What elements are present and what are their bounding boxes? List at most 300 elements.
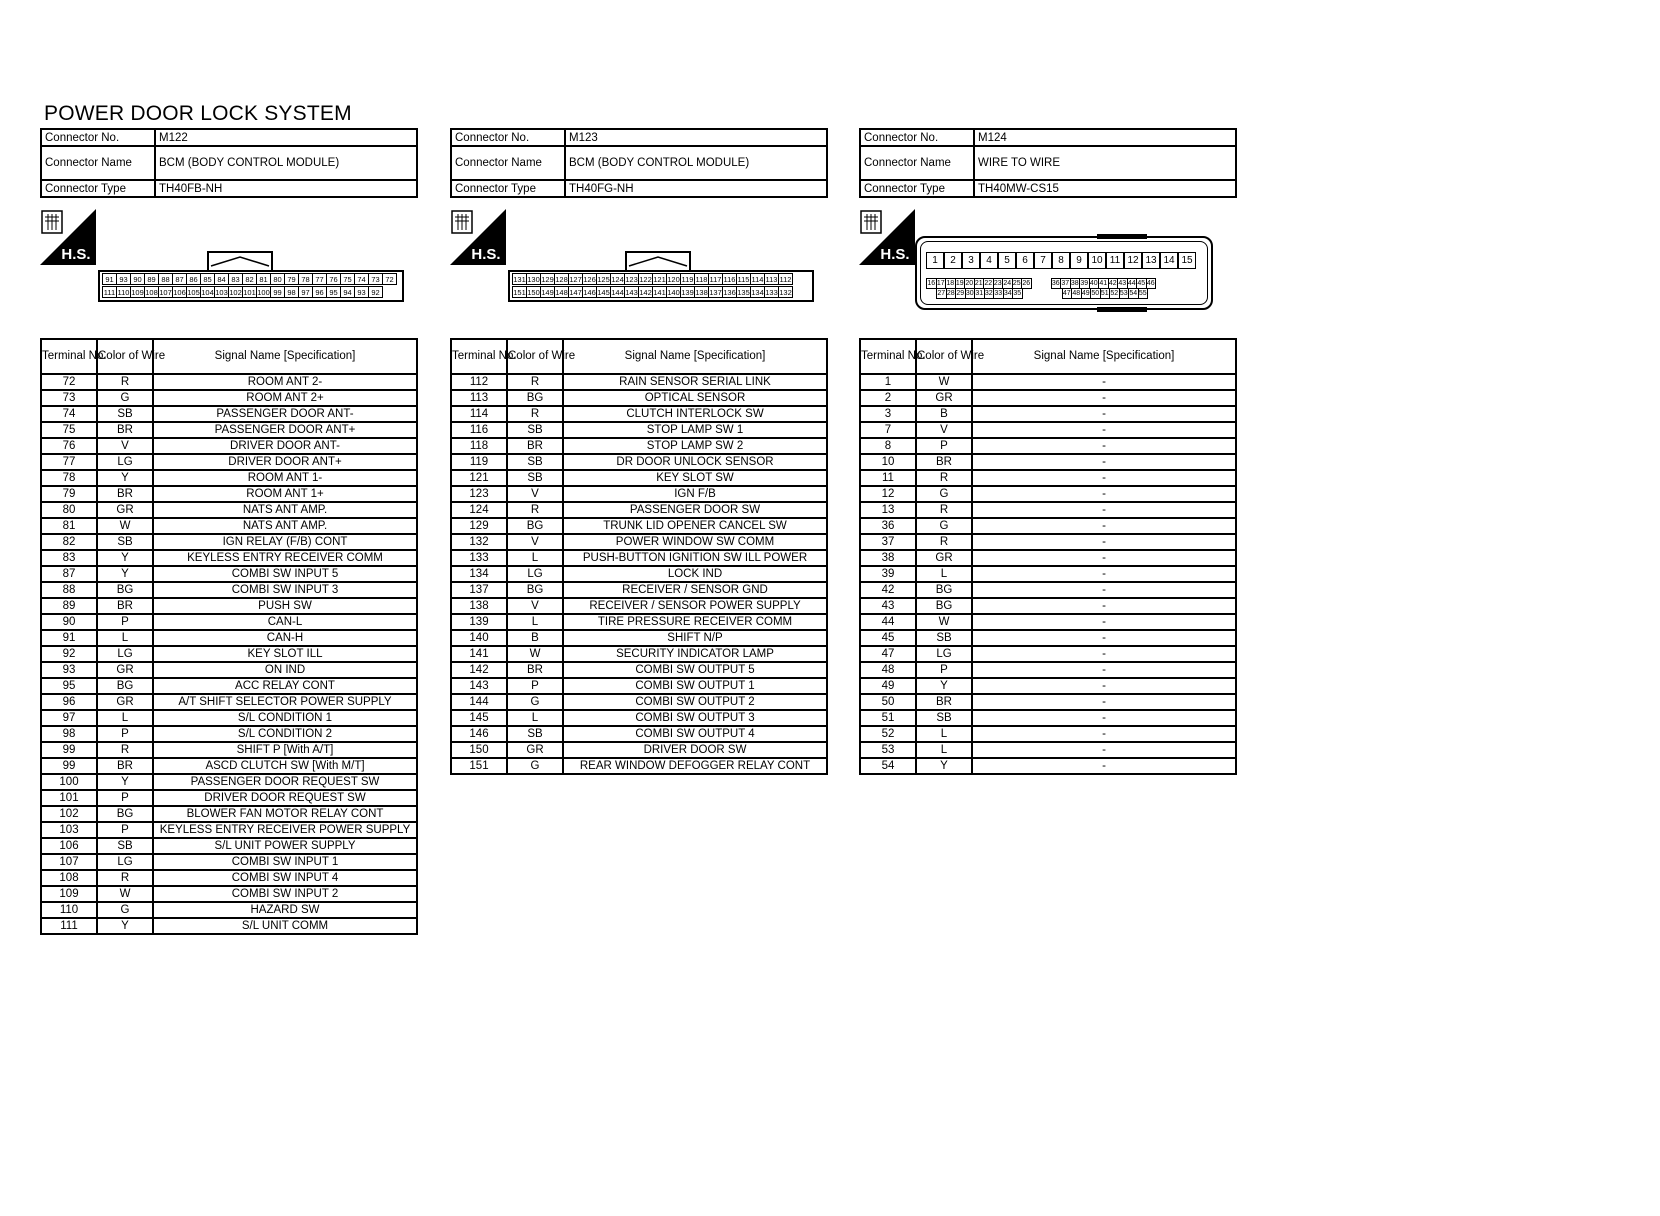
connector-pin: 126: [583, 275, 596, 284]
connector-pin: 115: [737, 275, 750, 284]
table-row: [41, 406, 417, 422]
connector-pin: 9: [1070, 252, 1088, 269]
connector-info-table: [450, 128, 828, 198]
color-cell: V: [97, 438, 153, 454]
connector-pin: 13: [1142, 252, 1160, 269]
terminal-cell: 12: [860, 486, 916, 502]
connector-pin: 94: [340, 286, 355, 298]
terminal-cell: 76: [41, 438, 97, 454]
table-row: [451, 422, 827, 438]
connector-pin: 24: [1003, 280, 1012, 287]
connector-pin: 88: [158, 273, 173, 285]
color-cell: BR: [507, 662, 563, 678]
color-cell: V: [916, 422, 972, 438]
connector-pin: 99: [270, 286, 285, 298]
signal-cell: -: [972, 630, 1236, 646]
connector-pin: 52: [1110, 290, 1119, 297]
terminal-cell: 79: [41, 486, 97, 502]
signal-cell: ROOM ANT 2+: [153, 390, 417, 406]
connector-pin: 55: [1138, 290, 1147, 297]
signal-cell: -: [972, 758, 1236, 774]
connector-type-label: Connector Type: [41, 180, 155, 197]
signal-cell: S/L CONDITION 1: [153, 710, 417, 726]
signal-cell: -: [972, 454, 1236, 470]
connector-pin: 145: [597, 288, 610, 297]
signal-cell: -: [972, 598, 1236, 614]
terminal-cell: 98: [41, 726, 97, 742]
table-row: [860, 726, 1236, 742]
connector-pin: 32: [984, 290, 993, 297]
connector-pin: 7: [1034, 252, 1052, 269]
signal-cell: OPTICAL SENSOR: [563, 390, 827, 406]
color-cell: BG: [507, 582, 563, 598]
color-cell: L: [507, 614, 563, 630]
table-row: [41, 678, 417, 694]
terminal-cell: 43: [860, 598, 916, 614]
table-row: [860, 662, 1236, 678]
color-cell: R: [916, 534, 972, 550]
table-row: [41, 790, 417, 806]
terminal-cell: 114: [451, 406, 507, 422]
terminal-header: Terminal No.: [41, 339, 97, 374]
terminal-cell: 110: [41, 902, 97, 918]
terminal-cell: 13: [860, 502, 916, 518]
signal-cell: COMBI SW INPUT 3: [153, 582, 417, 598]
table-row: [860, 710, 1236, 726]
connector-pin: 119: [681, 275, 694, 284]
hs-icon: [40, 209, 96, 265]
connector-pin: 144: [611, 288, 624, 297]
terminal-cell: 87: [41, 566, 97, 582]
signal-cell: -: [972, 502, 1236, 518]
connector-pin: 143: [625, 288, 638, 297]
color-cell: BG: [916, 582, 972, 598]
connector-pin: 139: [681, 288, 694, 297]
terminal-table: [450, 338, 828, 775]
table-row: [41, 726, 417, 742]
table-row: [41, 646, 417, 662]
signal-cell: RECEIVER / SENSOR GND: [563, 582, 827, 598]
connector-pin: 27: [937, 290, 946, 297]
table-row: [860, 550, 1236, 566]
pin-row-low-left: [936, 288, 1022, 299]
color-cell: L: [97, 710, 153, 726]
signal-cell: -: [972, 582, 1236, 598]
color-cell: SB: [507, 726, 563, 742]
connector-name-label: Connector Name: [451, 146, 565, 180]
table-row: [41, 390, 417, 406]
terminal-cell: 102: [41, 806, 97, 822]
connector-pin: 150: [527, 288, 540, 297]
color-cell: LG: [97, 854, 153, 870]
signal-cell: -: [972, 422, 1236, 438]
signal-cell: -: [972, 438, 1236, 454]
table-row: [41, 374, 417, 390]
table-row: [41, 550, 417, 566]
connector-pin: 50: [1091, 290, 1100, 297]
color-cell: V: [507, 486, 563, 502]
table-row: [451, 694, 827, 710]
signal-cell: DR DOOR UNLOCK SENSOR: [563, 454, 827, 470]
signal-cell: PASSENGER DOOR ANT-: [153, 406, 417, 422]
signal-cell: -: [972, 406, 1236, 422]
signal-cell: -: [972, 726, 1236, 742]
signal-cell: COMBI SW OUTPUT 5: [563, 662, 827, 678]
connector-name-value: WIRE TO WIRE: [974, 146, 1236, 180]
signal-cell: POWER WINDOW SW COMM: [563, 534, 827, 550]
table-row: [860, 486, 1236, 502]
connector-pin: 116: [723, 275, 736, 284]
connector-pin: 140: [667, 288, 680, 297]
connector-pin: 37: [1061, 280, 1070, 287]
table-row: [860, 566, 1236, 582]
connector-face: [915, 236, 1213, 310]
hs-label: H.S.: [880, 246, 910, 263]
connector-face: [98, 270, 404, 302]
table-row: [860, 502, 1236, 518]
color-cell: R: [97, 374, 153, 390]
signal-cell: -: [972, 662, 1236, 678]
color-cell: GR: [507, 742, 563, 758]
terminal-cell: 108: [41, 870, 97, 886]
terminal-cell: 143: [451, 678, 507, 694]
terminal-cell: 91: [41, 630, 97, 646]
color-cell: SB: [507, 470, 563, 486]
hs-label: H.S.: [61, 246, 91, 263]
hs-icon: [450, 209, 506, 265]
connector-pin: 118: [695, 275, 708, 284]
terminal-cell: 39: [860, 566, 916, 582]
signal-cell: COMBI SW INPUT 5: [153, 566, 417, 582]
terminal-cell: 116: [451, 422, 507, 438]
connector-pin: 40: [1089, 280, 1098, 287]
terminal-cell: 151: [451, 758, 507, 774]
signal-cell: -: [972, 614, 1236, 630]
connector-pin: 121: [653, 275, 666, 284]
color-cell: Y: [97, 774, 153, 790]
color-cell: W: [916, 614, 972, 630]
terminal-cell: 82: [41, 534, 97, 550]
table-row: [41, 454, 417, 470]
connector-pin: 79: [284, 273, 299, 285]
terminal-cell: 53: [860, 742, 916, 758]
terminal-cell: 134: [451, 566, 507, 582]
terminal-header: Terminal No.: [451, 339, 507, 374]
connector-pin: 113: [765, 275, 778, 284]
connector-pin: 124: [611, 275, 624, 284]
signal-cell: SHIFT P [With A/T]: [153, 742, 417, 758]
terminal-cell: 52: [860, 726, 916, 742]
signal-cell: S/L UNIT POWER SUPPLY: [153, 838, 417, 854]
terminal-cell: 138: [451, 598, 507, 614]
terminal-cell: 97: [41, 710, 97, 726]
terminal-cell: 1: [860, 374, 916, 390]
terminal-cell: 49: [860, 678, 916, 694]
connector-pin: 72: [382, 273, 397, 285]
signal-cell: NATS ANT AMP.: [153, 502, 417, 518]
connector-pin: 45: [1137, 280, 1146, 287]
signal-header: Signal Name [Specification]: [153, 339, 417, 374]
terminal-cell: 106: [41, 838, 97, 854]
color-cell: G: [97, 390, 153, 406]
connector-pin: 93: [354, 286, 369, 298]
signal-cell: ACC RELAY CONT: [153, 678, 417, 694]
terminal-cell: 137: [451, 582, 507, 598]
connector-pin: 26: [1022, 280, 1031, 287]
pin-rows-lower: [926, 278, 1155, 299]
connector-type-label: Connector Type: [860, 180, 974, 197]
connector-face: [508, 270, 814, 302]
signal-cell: PUSH-BUTTON IGNITION SW ILL POWER: [563, 550, 827, 566]
connector-pin: 117: [709, 275, 722, 284]
color-cell: BR: [916, 694, 972, 710]
terminal-cell: 2: [860, 390, 916, 406]
terminal-cell: 113: [451, 390, 507, 406]
signal-cell: ASCD CLUTCH SW [With M/T]: [153, 758, 417, 774]
connector-pin: 89: [144, 273, 159, 285]
signal-cell: PASSENGER DOOR REQUEST SW: [153, 774, 417, 790]
terminal-cell: 78: [41, 470, 97, 486]
terminal-cell: 121: [451, 470, 507, 486]
signal-cell: COMBI SW INPUT 2: [153, 886, 417, 902]
terminal-cell: 90: [41, 614, 97, 630]
table-row: [41, 534, 417, 550]
connector-pin: 151: [513, 288, 526, 297]
signal-cell: IGN F/B: [563, 486, 827, 502]
connector-pin: 21: [974, 280, 983, 287]
table-row: [451, 566, 827, 582]
connector-no-label: Connector No.: [860, 129, 974, 146]
table-row: [451, 758, 827, 774]
terminal-cell: 80: [41, 502, 97, 518]
terminal-cell: 92: [41, 646, 97, 662]
table-row: [41, 854, 417, 870]
connector-pin: 31: [975, 290, 984, 297]
terminal-cell: 89: [41, 598, 97, 614]
connector-pin: 109: [131, 288, 144, 297]
connector-pin: 44: [1127, 280, 1136, 287]
connector-pin: 147: [569, 288, 582, 297]
connector-no-value: M123: [565, 129, 827, 146]
connector-pin: 14: [1160, 252, 1178, 269]
table-row: [451, 438, 827, 454]
terminal-cell: 44: [860, 614, 916, 630]
color-header: Color of Wire: [916, 339, 972, 374]
table-row: [860, 422, 1236, 438]
table-row: [860, 694, 1236, 710]
terminal-cell: 119: [451, 454, 507, 470]
signal-cell: DRIVER DOOR ANT-: [153, 438, 417, 454]
terminal-cell: 107: [41, 854, 97, 870]
signal-cell: STOP LAMP SW 1: [563, 422, 827, 438]
signal-cell: -: [972, 390, 1236, 406]
connector-pin: 93: [116, 273, 131, 285]
color-cell: L: [916, 566, 972, 582]
connector-no-value: M122: [155, 129, 417, 146]
connector-pin: 25: [1012, 280, 1021, 287]
table-row: [860, 470, 1236, 486]
color-cell: P: [97, 790, 153, 806]
connector-no-value: M124: [974, 129, 1236, 146]
color-cell: BG: [97, 582, 153, 598]
connector-pin: 127: [569, 275, 582, 284]
table-row: [860, 390, 1236, 406]
signal-cell: KEY SLOT SW: [563, 470, 827, 486]
color-cell: R: [916, 470, 972, 486]
signal-cell: LOCK IND: [563, 566, 827, 582]
connector-pin: 3: [962, 252, 980, 269]
connector-pin: 43: [1118, 280, 1127, 287]
connector-pin: 78: [298, 273, 313, 285]
table-row: [860, 646, 1236, 662]
signal-cell: -: [972, 486, 1236, 502]
connector-pin: 35: [1013, 290, 1022, 297]
signal-cell: BLOWER FAN MOTOR RELAY CONT: [153, 806, 417, 822]
color-cell: SB: [507, 422, 563, 438]
signal-cell: -: [972, 566, 1236, 582]
signal-cell: NATS ANT AMP.: [153, 518, 417, 534]
table-row: [860, 374, 1236, 390]
connector-pin: 146: [583, 288, 596, 297]
terminal-cell: 11: [860, 470, 916, 486]
signal-cell: COMBI SW OUTPUT 1: [563, 678, 827, 694]
connector-latch: [625, 251, 691, 271]
connector-pin: 111: [103, 288, 116, 297]
pin-row-top: [102, 273, 400, 285]
connector-pin: 54: [1129, 290, 1138, 297]
terminal-cell: 145: [451, 710, 507, 726]
terminal-cell: 47: [860, 646, 916, 662]
table-row: [451, 534, 827, 550]
signal-header: Signal Name [Specification]: [972, 339, 1236, 374]
connector-pin: 76: [326, 273, 341, 285]
connector-pin: 8: [1052, 252, 1070, 269]
color-cell: W: [97, 886, 153, 902]
color-cell: Y: [916, 758, 972, 774]
signal-cell: -: [972, 742, 1236, 758]
terminal-cell: 146: [451, 726, 507, 742]
color-cell: SB: [507, 454, 563, 470]
connector-pin: 98: [284, 286, 299, 298]
terminal-cell: 140: [451, 630, 507, 646]
terminal-cell: 73: [41, 390, 97, 406]
table-row: [41, 438, 417, 454]
table-row: [41, 870, 417, 886]
color-cell: Y: [97, 470, 153, 486]
terminal-cell: 3: [860, 406, 916, 422]
color-cell: P: [916, 662, 972, 678]
connector-pin: 49: [1081, 290, 1090, 297]
table-row: [451, 582, 827, 598]
color-cell: P: [916, 438, 972, 454]
table-row: [860, 630, 1236, 646]
connector-pin: 106: [173, 288, 186, 297]
color-cell: GR: [97, 694, 153, 710]
connector-pin: 133: [765, 288, 778, 297]
signal-cell: COMBI SW OUTPUT 4: [563, 726, 827, 742]
connector-pin: 30: [965, 290, 974, 297]
signal-cell: CAN-H: [153, 630, 417, 646]
connector-pin: 2: [944, 252, 962, 269]
connector-pin: 10: [1088, 252, 1106, 269]
table-row: [860, 518, 1236, 534]
connector-type-label: Connector Type: [451, 180, 565, 197]
table-row: [41, 774, 417, 790]
connector-latch: [207, 251, 273, 271]
signal-cell: RECEIVER / SENSOR POWER SUPPLY: [563, 598, 827, 614]
color-cell: W: [97, 518, 153, 534]
terminal-cell: 99: [41, 742, 97, 758]
table-row: [860, 742, 1236, 758]
terminal-cell: 45: [860, 630, 916, 646]
signal-cell: PASSENGER DOOR SW: [563, 502, 827, 518]
connector-pin: 114: [751, 275, 764, 284]
terminal-table: [40, 338, 418, 935]
connector-tab-bottom: [1097, 307, 1147, 312]
connector-pin: 135: [737, 288, 750, 297]
signal-cell: -: [972, 646, 1236, 662]
table-row: [451, 406, 827, 422]
connector-pin: 18: [946, 280, 955, 287]
color-cell: Y: [97, 550, 153, 566]
table-row: [41, 902, 417, 918]
connector-pin: 83: [228, 273, 243, 285]
color-cell: R: [507, 374, 563, 390]
connector-pin: 103: [215, 288, 228, 297]
signal-cell: ROOM ANT 2-: [153, 374, 417, 390]
connector-pin: 141: [653, 288, 666, 297]
pin-row-low-right: [1062, 288, 1148, 299]
signal-cell: CLUTCH INTERLOCK SW: [563, 406, 827, 422]
signal-cell: -: [972, 694, 1236, 710]
color-cell: BR: [97, 422, 153, 438]
signal-cell: COMBI SW OUTPUT 2: [563, 694, 827, 710]
connector-pin: 48: [1072, 290, 1081, 297]
terminal-cell: 150: [451, 742, 507, 758]
table-row: [451, 742, 827, 758]
table-row: [860, 678, 1236, 694]
color-cell: G: [507, 758, 563, 774]
color-cell: B: [916, 406, 972, 422]
color-cell: G: [916, 518, 972, 534]
connector-no-label: Connector No.: [41, 129, 155, 146]
connector-pin: 91: [102, 273, 117, 285]
color-cell: BR: [97, 486, 153, 502]
signal-cell: CAN-L: [153, 614, 417, 630]
signal-cell: SECURITY INDICATOR LAMP: [563, 646, 827, 662]
connector-pin: 15: [1178, 252, 1196, 269]
color-cell: G: [916, 486, 972, 502]
terminal-cell: 93: [41, 662, 97, 678]
terminal-cell: 42: [860, 582, 916, 598]
terminal-cell: 101: [41, 790, 97, 806]
terminal-header: Terminal No.: [860, 339, 916, 374]
terminal-cell: 103: [41, 822, 97, 838]
connector-pin: 105: [187, 288, 200, 297]
color-cell: P: [507, 678, 563, 694]
terminal-cell: 142: [451, 662, 507, 678]
connector-pin: 142: [639, 288, 652, 297]
connector-pin: 5: [998, 252, 1016, 269]
connector-pin: 90: [130, 273, 145, 285]
connector-pin: 112: [779, 275, 792, 284]
color-cell: G: [97, 902, 153, 918]
color-cell: BR: [916, 454, 972, 470]
terminal-cell: 37: [860, 534, 916, 550]
signal-cell: A/T SHIFT SELECTOR POWER SUPPLY: [153, 694, 417, 710]
table-row: [41, 662, 417, 678]
connector-pin: 34: [1003, 290, 1012, 297]
